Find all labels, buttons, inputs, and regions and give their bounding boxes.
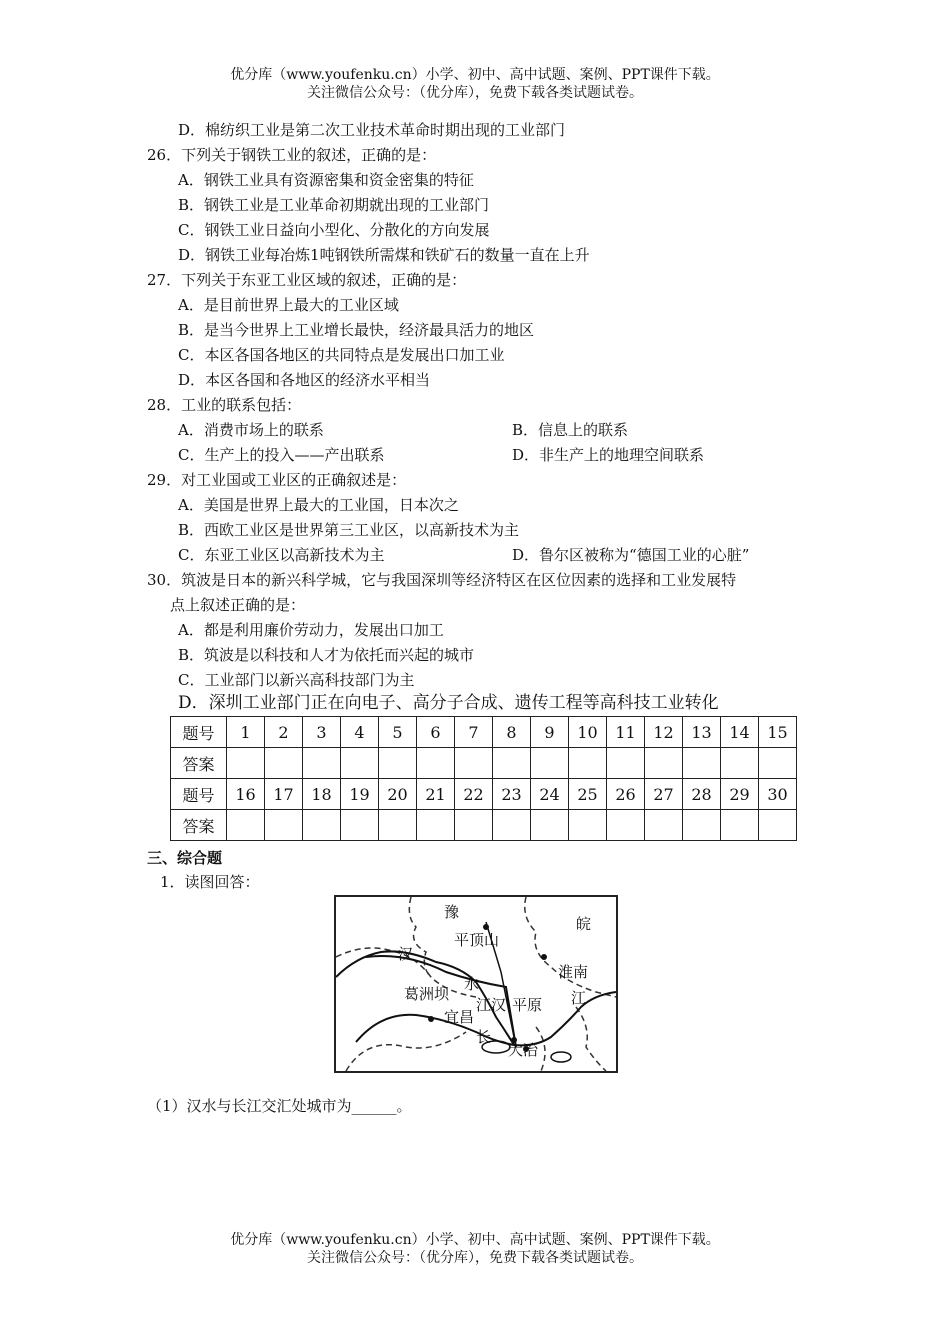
lake	[551, 1052, 571, 1062]
answer-cell[interactable]	[645, 748, 683, 779]
q26-option-d: D．钢铁工业每冶炼1吨钢铁所需煤和铁矿石的数量一直在上升	[178, 246, 590, 264]
label-wan: 皖	[576, 915, 592, 933]
answer-cell[interactable]	[493, 748, 531, 779]
question-number-cell: 13	[683, 717, 721, 748]
answer-cell[interactable]	[721, 810, 759, 841]
table-row-answers-1	[171, 748, 797, 779]
answer-cell[interactable]	[303, 748, 341, 779]
question-number-cell: 21	[417, 779, 455, 810]
question-number-cell: 7	[455, 717, 493, 748]
question-number-cell: 6	[417, 717, 455, 748]
q26-option-a: A．钢铁工业具有资源密集和资金密集的特征	[178, 171, 474, 189]
q29-stem: 29．对工业国或工业区的正确叙述是：	[147, 471, 407, 489]
label-yichang: 宜昌	[444, 1008, 475, 1026]
label-huainan: 淮南	[558, 963, 589, 981]
answer-cell[interactable]	[531, 810, 569, 841]
question-number-cell: 2	[265, 717, 303, 748]
label-han: 汉	[398, 945, 414, 963]
answer-cell[interactable]	[569, 748, 607, 779]
answer-cell[interactable]	[569, 810, 607, 841]
answer-cell[interactable]	[379, 748, 417, 779]
answer-cell[interactable]	[645, 810, 683, 841]
question-number-cell: 28	[683, 779, 721, 810]
q27-option-c: C．本区各国各地区的共同特点是发展出口加工业	[178, 346, 505, 364]
q29-option-a: A．美国是世界上最大的工业国，日本次之	[178, 496, 459, 514]
q29-option-d: D．鲁尔区被称为“德国工业的心脏”	[512, 546, 750, 564]
answer-cell[interactable]	[265, 748, 303, 779]
question-number-cell: 1	[227, 717, 265, 748]
question-number-cell: 25	[569, 779, 607, 810]
answer-cell[interactable]	[531, 748, 569, 779]
table-header-cell: 题号	[171, 779, 227, 810]
label-daye: 大冶	[508, 1041, 539, 1059]
section-3-title: 三、综合题	[147, 849, 223, 867]
question-number-cell: 30	[759, 779, 797, 810]
answer-cell[interactable]	[493, 810, 531, 841]
boundary-line	[346, 1032, 466, 1071]
question-number-cell: 16	[227, 779, 265, 810]
answer-cell[interactable]	[341, 748, 379, 779]
question-number-cell: 24	[531, 779, 569, 810]
section-3-sub-question-1: （1）汉水与长江交汇处城市为______。	[147, 1097, 412, 1115]
answer-cell[interactable]	[607, 748, 645, 779]
answer-cell[interactable]	[227, 748, 265, 779]
city-dot-pingdingshan	[483, 924, 489, 930]
section-3-question-1: 1．读图回答：	[160, 873, 260, 891]
question-number-cell: 11	[607, 717, 645, 748]
q30-stem-line-2: 点上叙述正确的是：	[170, 596, 306, 614]
q30-option-d: D．深圳工业部门正在向电子、高分子合成、遗传工程等高科技工业转化	[178, 693, 719, 713]
q28-option-b: B．信息上的联系	[512, 421, 629, 439]
answer-cell[interactable]	[341, 810, 379, 841]
answer-cell[interactable]	[759, 748, 797, 779]
q29-option-b: B．西欧工业区是世界第三工业区，以高新技术为主	[178, 521, 520, 539]
answer-table	[170, 716, 797, 841]
answer-cell[interactable]	[721, 748, 759, 779]
footer-line-1: 优分库（www.youfenku.cn）小学、初中、高中试题、案例、PPT课件下载。	[230, 1232, 720, 1248]
question-number-cell: 19	[341, 779, 379, 810]
question-number-cell: 4	[341, 717, 379, 748]
label-jianghan: 江汉	[476, 996, 507, 1014]
q30-option-a: A．都是利用廉价劳动力，发展出口加工	[178, 621, 444, 639]
question-number-cell: 22	[455, 779, 493, 810]
q27-option-d: D．本区各国和各地区的经济水平相当	[178, 371, 431, 389]
table-row-answers-2	[171, 810, 797, 841]
city-dot-huainan	[541, 954, 547, 960]
answer-cell[interactable]	[759, 810, 797, 841]
q30-option-c: C．工业部门以新兴高科技部门为主	[178, 671, 415, 689]
answer-cell[interactable]	[417, 810, 455, 841]
table-row-numbers-1	[171, 717, 797, 748]
question-number-cell: 3	[303, 717, 341, 748]
q27-option-a: A．是目前世界上最大的工业区域	[178, 296, 399, 314]
table-header-cell: 题号	[171, 717, 227, 748]
answer-cell[interactable]	[417, 748, 455, 779]
q28-option-c: C．生产上的投入——产出联系	[178, 446, 385, 464]
table-header-cell: 答案	[171, 810, 227, 841]
answer-cell[interactable]	[455, 748, 493, 779]
answer-cell[interactable]	[683, 810, 721, 841]
boundary-line	[525, 897, 616, 997]
label-shui: 水	[464, 975, 480, 993]
q27-option-b: B．是当今世界上工业增长最快，经济最具活力的地区	[178, 321, 535, 339]
header-line-1: 优分库（www.youfenku.cn）小学、初中、高中试题、案例、PPT课件下载。	[230, 67, 720, 83]
q28-stem: 28．工业的联系包括：	[147, 396, 302, 414]
question-number-cell: 12	[645, 717, 683, 748]
q29-option-c: C．东亚工业区以高新技术为主	[178, 546, 385, 564]
table-header-cell: 答案	[171, 748, 227, 779]
question-number-cell: 18	[303, 779, 341, 810]
map-drawing	[336, 897, 616, 1071]
q26-stem: 26．下列关于钢铁工业的叙述，正确的是：	[147, 146, 437, 164]
question-number-cell: 23	[493, 779, 531, 810]
question-number-cell: 5	[379, 717, 417, 748]
answer-cell[interactable]	[607, 810, 645, 841]
label-pingyuan: 平原	[512, 996, 543, 1014]
city-dot-yichang	[428, 1016, 434, 1022]
answer-cell[interactable]	[303, 810, 341, 841]
q30-option-b: B．筑波是以科技和人才为依托而兴起的城市	[178, 646, 475, 664]
q26-option-b: B．钢铁工业是工业革命初期就出现的工业部门	[178, 196, 490, 214]
answer-cell[interactable]	[265, 810, 303, 841]
answer-cell[interactable]	[455, 810, 493, 841]
table-row-numbers-2	[171, 779, 797, 810]
q27-stem: 27．下列关于东亚工业区域的叙述，正确的是：	[147, 271, 467, 289]
boundary-line	[576, 1007, 606, 1071]
label-jiang: 江	[571, 989, 587, 1007]
question-number-cell: 14	[721, 717, 759, 748]
header-line-2: 关注微信公众号：（优分库），免费下载各类试题试卷。	[307, 85, 643, 101]
question-number-cell: 20	[379, 779, 417, 810]
question-number-cell: 10	[569, 717, 607, 748]
region-map	[334, 895, 618, 1073]
question-number-cell: 15	[759, 717, 797, 748]
answer-cell[interactable]	[227, 810, 265, 841]
q30-stem-line-1: 30．筑波是日本的新兴科学城，它与我国深圳等经济特区在区位因素的选择和工业发展特	[147, 571, 737, 589]
q28-option-d: D．非生产上的地理空间联系	[512, 446, 705, 464]
label-pingdingshan: 平顶山	[454, 931, 500, 949]
q26-option-c: C．钢铁工业日益向小型化、分散化的方向发展	[178, 221, 490, 239]
q25-option-d: D．棉纺织工业是第二次工业技术革命时期出现的工业部门	[178, 121, 566, 139]
question-number-cell: 27	[645, 779, 683, 810]
question-number-cell: 17	[265, 779, 303, 810]
question-number-cell: 26	[607, 779, 645, 810]
question-number-cell: 8	[493, 717, 531, 748]
answer-cell[interactable]	[379, 810, 417, 841]
question-number-cell: 29	[721, 779, 759, 810]
footer-line-2: 关注微信公众号：（优分库），免费下载各类试题试卷。	[307, 1250, 643, 1266]
label-yu: 豫	[444, 903, 460, 921]
answer-cell[interactable]	[683, 748, 721, 779]
label-gezhouba: 葛洲坝	[404, 985, 450, 1003]
q28-option-a: A．消费市场上的联系	[178, 421, 324, 439]
question-number-cell: 9	[531, 717, 569, 748]
label-chang: 长	[476, 1028, 492, 1046]
